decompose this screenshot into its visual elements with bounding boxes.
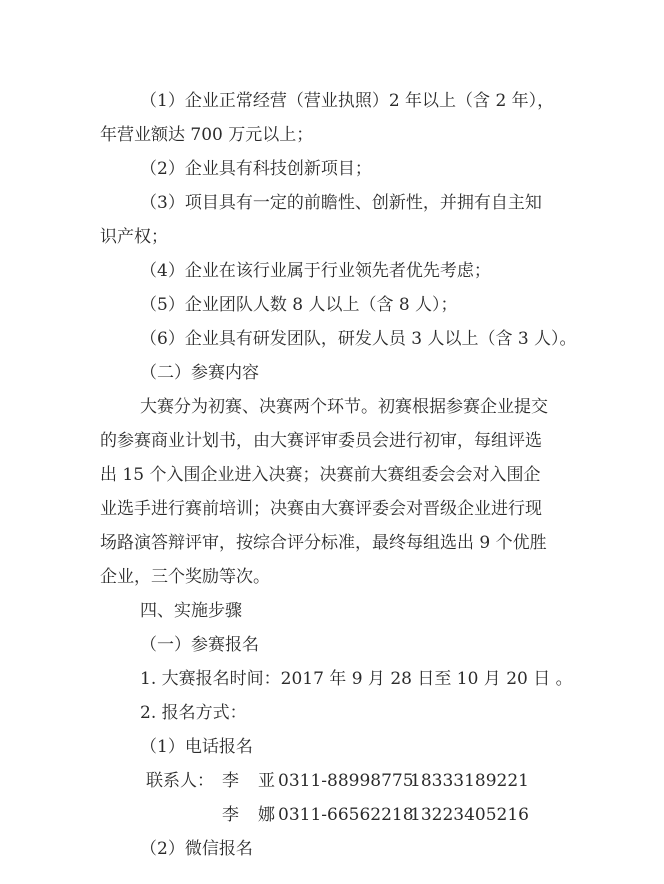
contact-row bbox=[0, 770, 664, 792]
contact-phone: 0311-88998775 bbox=[278, 771, 414, 791]
requirement-5: （5）企业团队人数 8 人以上（含 8 人）； bbox=[140, 295, 458, 315]
contact-mobile: 13223405216 bbox=[410, 805, 529, 825]
contact-surname: 李 bbox=[222, 771, 239, 791]
subsection-registration-heading: （一）参赛报名 bbox=[140, 635, 259, 655]
content-paragraph-line-2: 的参赛商业计划书，由大赛评审委员会进行初审，每组评选 bbox=[100, 431, 542, 451]
requirement-3-line-1: （3）项目具有一定的前瞻性、创新性，并拥有自主知 bbox=[140, 193, 542, 213]
requirement-3-line-2: 识产权； bbox=[100, 227, 168, 247]
contact-row bbox=[0, 804, 664, 826]
registration-method: 2. 报名方式： bbox=[140, 703, 247, 723]
requirement-1-line-1: （1）企业正常经营（营业执照）2 年以上（含 2 年）， bbox=[140, 91, 555, 111]
contact-surname: 李 bbox=[222, 805, 239, 825]
content-paragraph-line-6: 企业，三个奖励等次。 bbox=[100, 567, 270, 587]
requirement-2: （2）企业具有科技创新项目； bbox=[140, 159, 372, 179]
content-paragraph-line-5: 场路演答辩评审，按综合评分标准，最终每组选出 9 个优胜 bbox=[100, 533, 547, 553]
contact-label: 联系人： bbox=[146, 771, 214, 791]
requirement-1-line-2: 年营业额达 700 万元以上； bbox=[100, 125, 314, 145]
contact-mobile: 18333189221 bbox=[410, 771, 529, 791]
content-paragraph-line-1: 大赛分为初赛、决赛两个环节。初赛根据参赛企业提交 bbox=[140, 397, 548, 417]
content-paragraph-line-3: 出 15 个入围企业进入决赛；决赛前大赛组委会会对入围企 bbox=[100, 465, 541, 485]
wechat-registration-heading: （2）微信报名 bbox=[140, 839, 253, 859]
content-paragraph-line-4: 业选手进行赛前培训；决赛由大赛评委会对晋级企业进行现 bbox=[100, 499, 542, 519]
section-4-heading: 四、实施步骤 bbox=[140, 601, 242, 621]
requirement-4: （4）企业在该行业属于行业领先者优先考虑； bbox=[140, 261, 491, 281]
contact-given-name: 亚 bbox=[258, 771, 275, 791]
requirement-6: （6）企业具有研发团队，研发人员 3 人以上（含 3 人）。 bbox=[140, 329, 577, 349]
section-content-heading: （二）参赛内容 bbox=[140, 363, 259, 383]
contact-phone: 0311-66562218 bbox=[278, 805, 414, 825]
phone-registration-heading: （1）电话报名 bbox=[140, 737, 253, 757]
contact-given-name: 娜 bbox=[258, 805, 275, 825]
registration-time: 1. 大赛报名时间：2017 年 9 月 28 日至 10 月 20 日 。 bbox=[140, 669, 573, 689]
